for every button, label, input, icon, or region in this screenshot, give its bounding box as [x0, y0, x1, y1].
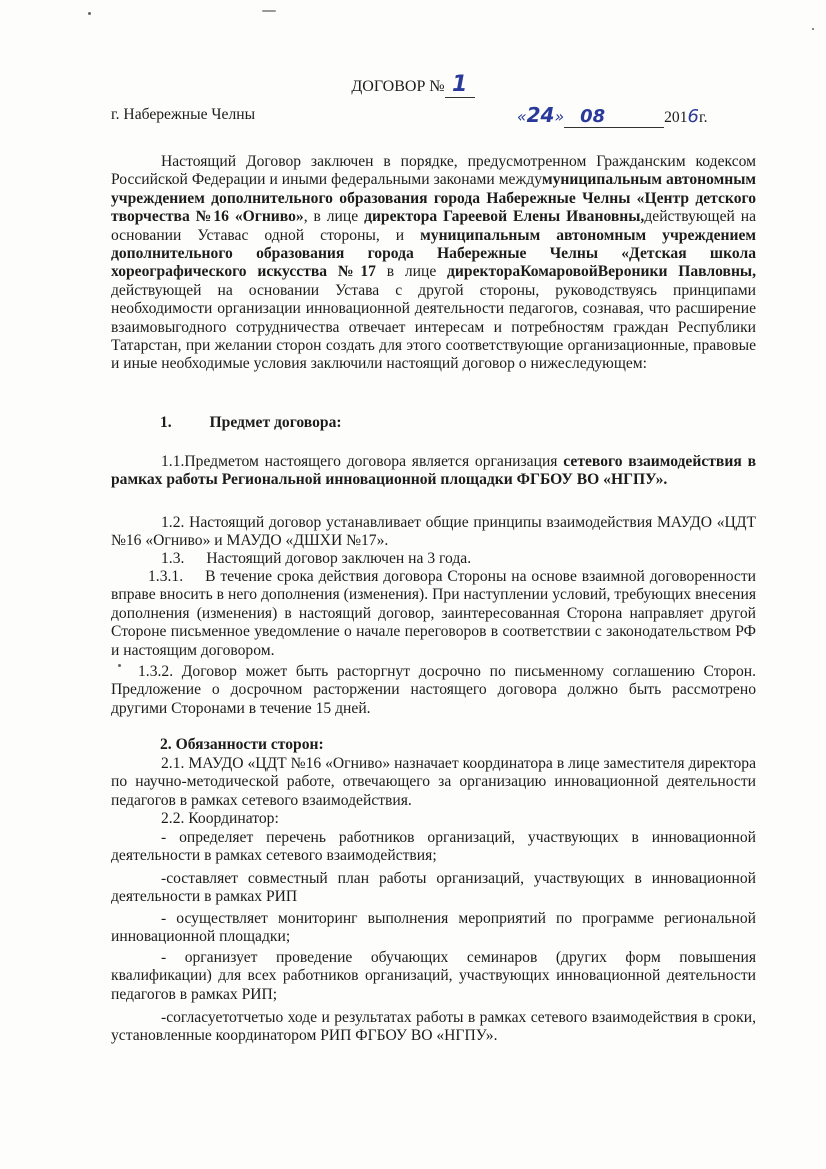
- intro-text-4: в лице: [375, 263, 448, 281]
- date-month-handwritten: 08: [580, 106, 606, 127]
- city-line: [111, 106, 255, 124]
- clause-1-1-text: 1.1.Предметом настоящего договора является организация: [161, 453, 564, 470]
- date-line: [517, 103, 708, 128]
- clause-1-1: [111, 453, 756, 490]
- date-year-handwritten: 6: [687, 106, 699, 127]
- title-prefix: ДОГОВОР №: [351, 78, 445, 95]
- section-1-heading: [160, 414, 342, 432]
- scan-speck: [262, 10, 276, 12]
- clause-2-1: 2.1. МАУДО «ЦДТ №16 «Огниво» назначает координатора в лице заместителя директора по научно-методической работе, отвечающего за организацию инновационной деятельности педагогов в рамках сетевого взаимодействия.: [111, 755, 756, 809]
- date-year-unit: г.: [698, 109, 708, 126]
- clause-1-2: 1.2. Настоящий договор устанавливает общие принципы взаимодействия МАУДО «ЦДТ №16 «Огниво» и МАУДО «ДШХИ №17».: [111, 514, 756, 550]
- contract-number-field: [445, 72, 475, 98]
- date-open-quote: «: [517, 108, 527, 126]
- coordinator-duty: - осуществляет мониторинг выполнения мероприятий по программе региональной инновационной площадки;: [111, 910, 756, 946]
- date-day-handwritten: 24: [526, 103, 555, 127]
- clause-1-1-bold: сетевого взаимодействия в рамках работы Региональной инновационной площадки ФГБОУ ВО «НГПУ».: [111, 453, 756, 489]
- clause-1-3-1: [111, 568, 756, 660]
- scan-speck: [812, 28, 814, 30]
- section-2-heading: 2. Обязанности сторон:: [160, 736, 324, 753]
- contract-number-handwritten: 1: [451, 72, 468, 97]
- scan-speck: [88, 12, 91, 15]
- date-close-quote: »: [554, 108, 565, 126]
- clause-1-3-1-text: В течение срока действия договора Стороны на основе взаимной договоренности вправе вносить в него дополнения (изменения). При наступлении условий, требующих внесения дополнения (изменения) в настоящий договор, заинтересованная Сторона направляет другой Стороне письменное уведомление о начале переговоров в соответствии с законодательством РФ и настоящим договором.: [111, 568, 756, 659]
- clause-1-3-1-number: 1.3.1.: [148, 568, 184, 585]
- clause-1-3: [161, 550, 756, 568]
- section-1-title: Предмет договора:: [209, 414, 342, 431]
- clause-1-3-number: 1.3.: [161, 550, 185, 567]
- intro-director-2: директораКомаровойВероники Павловны,: [447, 263, 757, 281]
- intro-text-3: действующей на основании Уставас одной стороны, и: [111, 208, 756, 244]
- intro-text-5: действующей на основании Устава с другой стороны, руководствуясь принципами необходимости организации инновационной деятельности педагогов, сознавая, что расширение взаимовыгодного сотрудничества отвечает интересам и потребностям граждан Республики Татарстан, при желании сторон создать для этого соответствующие организационные, правовые и иные необходимые условия заключили настоящий договор о нижеследующем:: [111, 281, 756, 373]
- city: г. Набережные Челны: [111, 106, 256, 123]
- intro-text-1: Настоящий Договор заключен в порядке, предусмотренном Гражданским кодексом Российской Федерации и иными федеральными законами между: [111, 153, 756, 189]
- intro-text-2: , в лице: [303, 208, 365, 226]
- intro-party-1: муниципальным автономным учреждением дополнительного образования города Набережные Челны «Центр детского творчества №16 «Огниво»: [111, 171, 756, 226]
- coordinator-duty: - организует проведение обучающих семинаров (других форм повышения квалификации) для всех работников организаций, участвующих инновационной деятельности педагогов в рамках РИП;: [111, 949, 756, 1003]
- coordinator-duty: -согласуетотчетыо ходе и результатах работы в рамках сетевого взаимодействия в сроки, установленные координатором РИП ФГБОУ ВО «НГПУ».: [111, 1009, 756, 1045]
- intro-director-1: директора Гареевой Елены Ивановны,: [364, 208, 645, 226]
- section-1-number: 1.: [160, 414, 172, 431]
- intro-party-2: муниципальным автономным учреждением дополнительного образования города Набережные Челны «Детская школа хореографического искусства №17: [111, 226, 756, 281]
- coordinator-duty: -составляет совместный план работы организаций, участвующих в инновационной деятельности в рамках РИП: [111, 870, 756, 906]
- intro-paragraph: [111, 153, 756, 374]
- contract-title: [0, 72, 826, 98]
- coordinator-duty: - определяет перечень работников организаций, участвующих в инновационной деятельности в рамках сетевого взаимодействия;: [111, 829, 756, 865]
- clause-1-3-text: Настоящий договор заключен на 3 года.: [206, 550, 472, 567]
- clause-1-3-2: 1.3.2. Договор может быть расторгнут досрочно по письменному соглашению Сторон. Предложение о досрочном расторжении настоящего договора должно быть рассмотрено другими Сторонами в течение 15 дней.: [111, 663, 756, 717]
- date-year-prefix: 201: [664, 109, 688, 126]
- date-month-field: [564, 108, 664, 128]
- clause-2-2: 2.2. Координатор:: [161, 810, 279, 827]
